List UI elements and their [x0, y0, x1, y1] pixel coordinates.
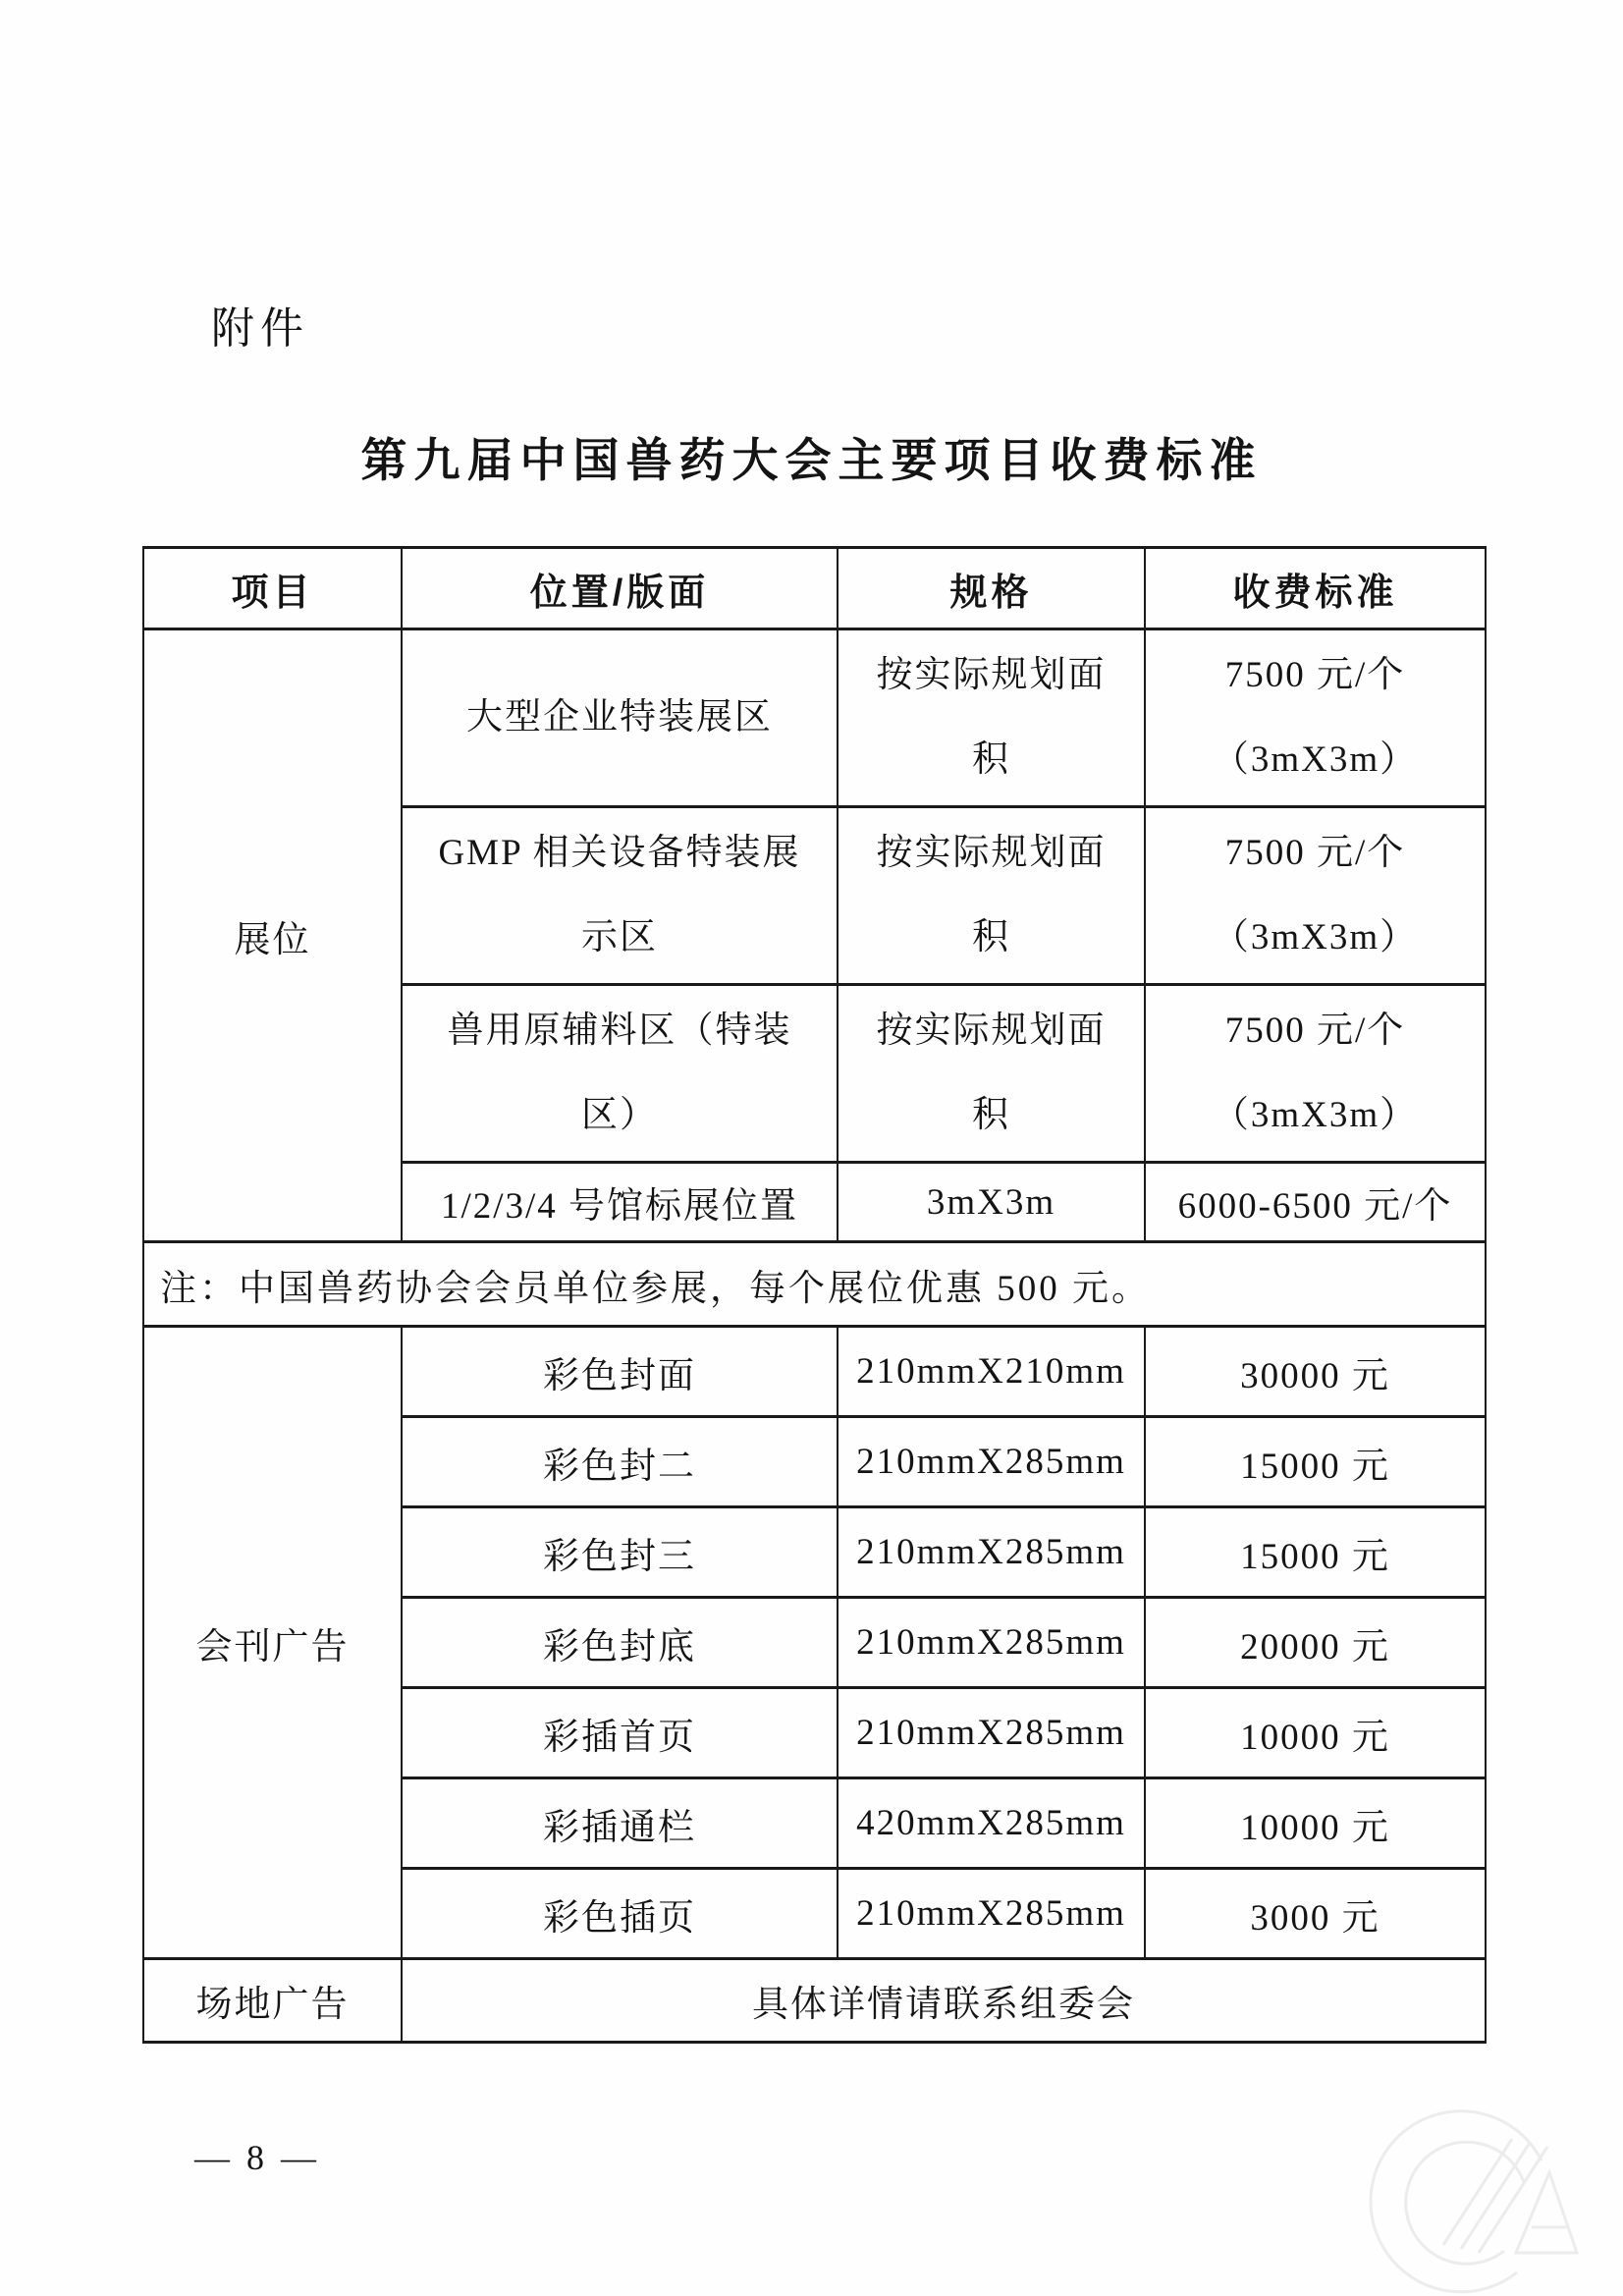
table-row-booth-1: [143, 629, 1486, 807]
cell-spec: 210mmX285mm: [838, 1598, 1145, 1688]
cell-location: 彩色插页: [402, 1869, 838, 1959]
cell-fee: [1145, 985, 1486, 1163]
cell-spec: 210mmX210mm: [838, 1327, 1145, 1417]
cell-location: 1/2/3/4 号馆标展位置: [402, 1163, 838, 1242]
cell-fee: 20000 元: [1145, 1598, 1486, 1688]
cell-spec-line2: 积: [972, 739, 1010, 780]
table-row-venue: [143, 1959, 1486, 2043]
cell-fee: 6000-6500 元/个: [1145, 1163, 1486, 1242]
cell-spec-line1: 按实际规划面: [876, 655, 1107, 695]
cell-spec: [838, 629, 1145, 807]
cell-location: [402, 807, 838, 985]
cell-fee: 30000 元: [1145, 1327, 1486, 1417]
cell-fee-line2: （3mX3m）: [1212, 1095, 1419, 1135]
cell-fee: 15000 元: [1145, 1507, 1486, 1598]
cell-spec: 210mmX285mm: [838, 1688, 1145, 1778]
cell-spec: 420mmX285mm: [838, 1778, 1145, 1869]
header-item: 项目: [143, 548, 402, 629]
note-text: 注：中国兽药协会会员单位参展，每个展位优惠 500 元。: [143, 1242, 1486, 1327]
cell-fee: 10000 元: [1145, 1778, 1486, 1869]
cell-location-line2: 区）: [581, 1095, 658, 1135]
cell-location: 彩色封二: [402, 1417, 838, 1507]
cell-spec: [838, 807, 1145, 985]
booth-section-label: 展位: [143, 629, 402, 1242]
page-number: — 8 —: [194, 2138, 320, 2177]
cell-spec: 3mX3m: [838, 1163, 1145, 1242]
venue-section-label: 场地广告: [143, 1959, 402, 2043]
table-row-journal-1: [143, 1327, 1486, 1417]
cell-fee-line2: （3mX3m）: [1212, 917, 1419, 957]
cell-fee-line1: 7500 元/个: [1224, 833, 1406, 873]
header-location: 位置/版面: [402, 548, 838, 629]
table-header-row: [143, 548, 1486, 629]
header-spec: 规格: [838, 548, 1145, 629]
cell-fee-line1: 7500 元/个: [1224, 655, 1406, 695]
cell-location: 彩插首页: [402, 1688, 838, 1778]
cell-location: 彩插通栏: [402, 1778, 838, 1869]
cell-spec: 210mmX285mm: [838, 1507, 1145, 1598]
cell-location: [402, 985, 838, 1163]
cell-fee: [1145, 807, 1486, 985]
circular-logo-watermark-icon: [1367, 2080, 1622, 2296]
table-note-row: [143, 1242, 1486, 1327]
cell-location-line1: GMP 相关设备特装展: [438, 833, 801, 873]
cell-spec-line2: 积: [972, 917, 1010, 957]
cell-fee: 3000 元: [1145, 1869, 1486, 1959]
cell-fee-line2: （3mX3m）: [1212, 739, 1419, 780]
page-title: 第九届中国兽药大会主要项目收费标准: [360, 434, 1263, 486]
cell-location: 彩色封面: [402, 1327, 838, 1417]
fee-table: [142, 546, 1487, 2044]
journal-section-label: 会刊广告: [143, 1327, 402, 1959]
attachment-label: 附件: [211, 304, 309, 353]
cell-spec-line1: 按实际规划面: [876, 833, 1107, 873]
header-fee: 收费标准: [1145, 548, 1486, 629]
cell-location-line2: 示区: [581, 917, 658, 957]
cell-fee: 10000 元: [1145, 1688, 1486, 1778]
cell-location-line1: 兽用原辅料区（特装: [447, 1011, 792, 1051]
cell-spec: [838, 985, 1145, 1163]
cell-fee-line1: 7500 元/个: [1224, 1011, 1406, 1051]
cell-spec-line2: 积: [972, 1095, 1010, 1135]
cell-spec: 210mmX285mm: [838, 1869, 1145, 1959]
cell-location-line1: 大型企业特装展区: [466, 697, 773, 738]
cell-location: 彩色封底: [402, 1598, 838, 1688]
cell-location: [402, 629, 838, 807]
cell-fee: [1145, 629, 1486, 807]
cell-fee: 15000 元: [1145, 1417, 1486, 1507]
cell-location: 彩色封三: [402, 1507, 838, 1598]
venue-detail: 具体详情请联系组委会: [402, 1959, 1486, 2043]
cell-spec: 210mmX285mm: [838, 1417, 1145, 1507]
cell-spec-line1: 按实际规划面: [876, 1011, 1107, 1051]
